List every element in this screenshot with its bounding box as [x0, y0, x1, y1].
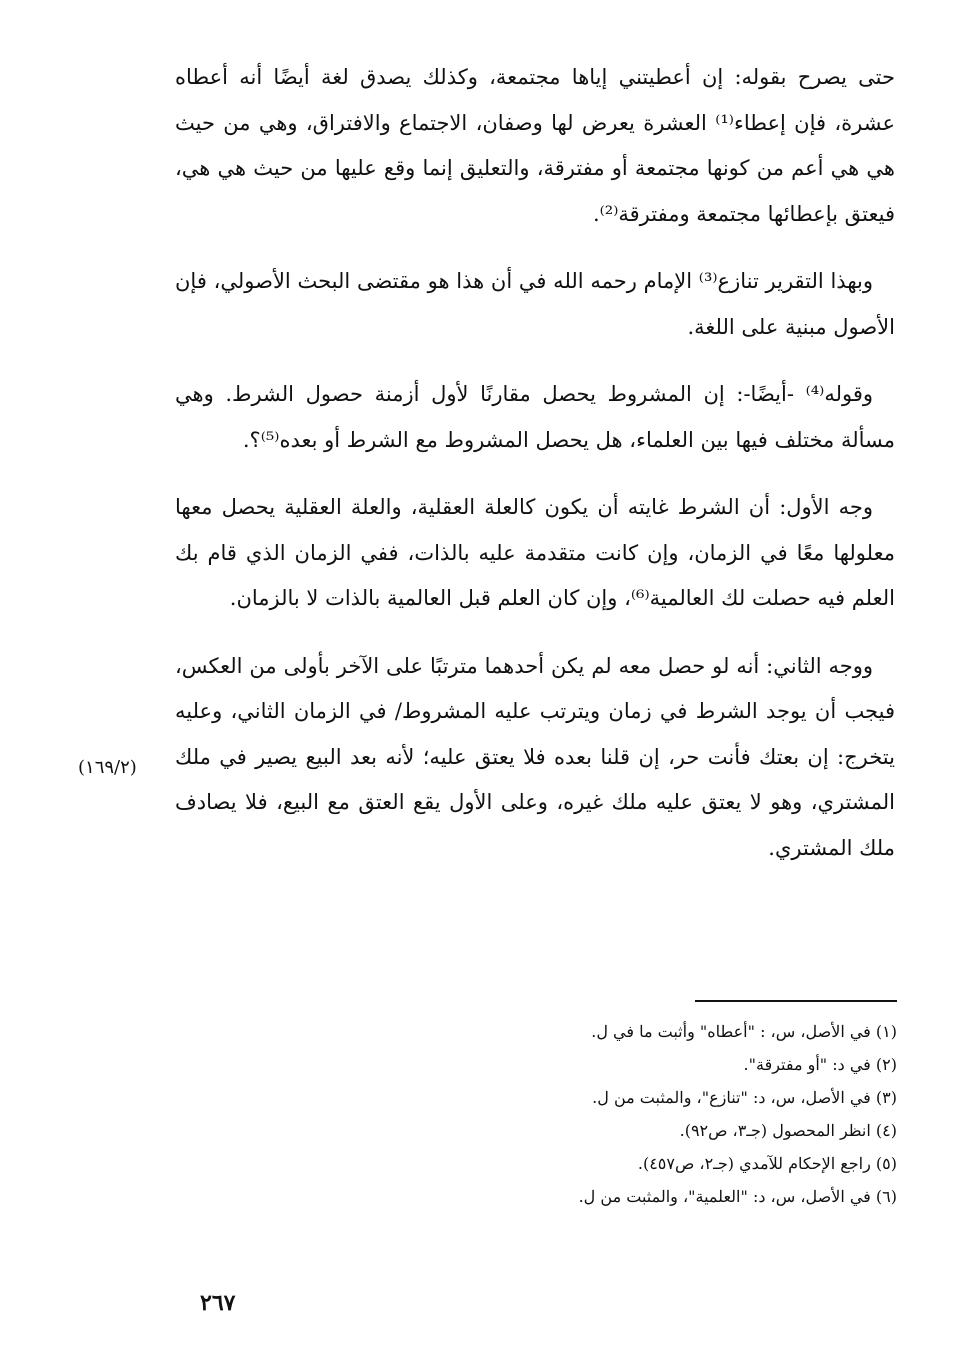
- footnote: (٦) في الأصل، س، د: "العلمية"، والمثبت من ل.: [578, 1187, 897, 1206]
- manuscript-folio-marker: (١٦٩/٢): [78, 757, 137, 778]
- paragraph: حتى يصرح بقوله: إن أعطيتني إياها مجتمعة، وكذلك يصدق لغة أيضًا أنه أعطاه عشرة، فإن إعطاء⁽¹⁾ العشرة يعرض لها وصفان، الاجتماع والافتراق، وهي من حيث هي هي أعم من كونها مجتمعة أو مفترقة، والتعليق إنما وقع عليها من حيث هي هي، فيعتق بإعطائها مجتمعة ومفترقة⁽²⁾.: [175, 65, 895, 226]
- paragraph: وبهذا التقرير تنازع⁽³⁾ الإمام رحمه الله في أن هذا هو مقتضى البحث الأصولي، فإن الأصول مبنية على اللغة.: [175, 269, 895, 339]
- paragraph: ووجه الثاني: أنه لو حصل معه لم يكن أحدهما مترتبًا على الآخر بأولى من العكس، فيجب أن يوجد الشرط في زمان ويترتب عليه المشروط/ في الزمان الثاني، وعليه يتخرج: إن بعتك فأنت حر، إن قلنا بعده فلا يعتق عليه؛ لأنه بعد البيع يصير في ملك المشتري، وهو لا يعتق عليه ملك غيره، وعلى الأول يقع العتق مع البيع، فلا يصادف ملك المشتري.: [175, 653, 895, 860]
- page-number: ٢٦٧: [200, 1290, 236, 1316]
- footnotes: [300, 1015, 897, 1213]
- footnote: (٤) انظر المحصول (جـ٣، ص٩٢).: [679, 1121, 897, 1140]
- footnote-divider: [695, 1000, 897, 1002]
- footnote: (٢) في د: "أو مفترقة".: [743, 1055, 897, 1074]
- footnote: (٥) راجع الإحكام للآمدي (جـ٢، ص٤٥٧).: [637, 1154, 897, 1173]
- footnote: (٣) في الأصل، س، د: "تنازع"، والمثبت من ل.: [592, 1088, 897, 1107]
- main-text: [175, 55, 895, 893]
- paragraph: وقوله⁽⁴⁾ -أيضًا-: إن المشروط يحصل مقارنًا لأول أزمنة حصول الشرط. وهي مسألة مختلف فيها بين العلماء، هل يحصل المشروط مع الشرط أو بعده⁽⁵⁾؟.: [175, 382, 895, 452]
- paragraph: وجه الأول: أن الشرط غايته أن يكون كالعلة العقلية، والعلة العقلية يحصل معها معلولها معًا في الزمان، وإن كانت متقدمة عليه بالذات، ففي الزمان الذي قام بك العلم فيه حصلت لك العالمية⁽⁶⁾، وإن كان العلم قبل العالمية بالذات لا بالزمان.: [175, 495, 895, 610]
- footnote: (١) في الأصل، س، : "أعطاه" وأثبت ما في ل.: [591, 1022, 897, 1041]
